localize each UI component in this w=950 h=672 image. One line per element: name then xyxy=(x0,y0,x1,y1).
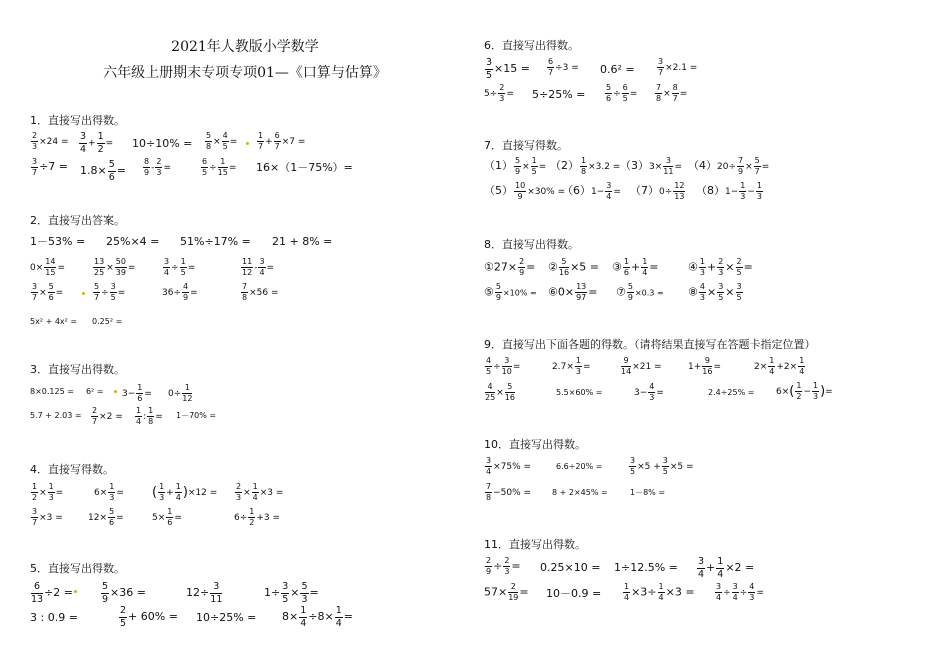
fraction: $\frac{5}{7}$ xyxy=(754,156,760,176)
fraction: $\frac{1}{8}$ xyxy=(581,156,587,176)
title-line-1: 2021年人教版小学数学 xyxy=(171,39,319,55)
title-line-2: 六年级上册期末专项专项01—《口算与估算》 xyxy=(103,65,387,81)
fraction: $\frac{1}{3}$ xyxy=(699,257,705,277)
fraction: $\frac{5}{7}$ xyxy=(94,282,100,302)
fraction: $\frac{3}{5}$ xyxy=(486,57,493,81)
problem: $\frac{9}{14}$ ×21 = xyxy=(621,356,662,376)
problem: $\frac{7}{8}$ ×56 = xyxy=(242,282,279,302)
fraction: $\frac{1}{8}$ xyxy=(148,406,154,426)
problem: $\frac{5}{8}$ × $\frac{4}{5}$ = xyxy=(206,131,238,151)
problem: $\frac{3}{7}$ × $\frac{5}{6}$ = xyxy=(32,282,64,302)
problem: $\frac{3}{4}$ ÷ $\frac{3}{4}$ ÷ $\frac{4}{3}$ = xyxy=(716,582,764,602)
fraction: $\frac{1}{4}$ xyxy=(624,582,630,602)
fraction: $\frac{2}{3}$ xyxy=(504,556,510,576)
fraction: $\frac{1}{2}$ xyxy=(249,507,255,527)
fraction: $\frac{1}{4}$ xyxy=(717,556,724,580)
problem: 10－0.9 = xyxy=(546,587,602,600)
problem: $\frac{11}{12}$ - $\frac{3}{4}$ = xyxy=(242,257,275,277)
fraction: $\frac{4}{3}$ xyxy=(699,282,705,302)
problem: $\frac{3}{5}$ ×5 + $\frac{3}{5}$ ×5 = xyxy=(630,456,694,476)
fraction: $\frac{1}{4}$ xyxy=(335,605,342,629)
fraction: $\frac{13}{25}$ xyxy=(94,257,105,277)
fraction: $\frac{5}{3}$ xyxy=(301,581,308,605)
problem: $\frac{2}{3}$ ×24 = xyxy=(32,131,69,151)
problem: $\frac{3}{4}$ + $\frac{1}{2}$ = xyxy=(80,131,114,155)
section-5-heading: 5．直接写出得数。 xyxy=(30,562,125,575)
problem: 36÷ $\frac{4}{9}$ = xyxy=(162,282,198,302)
problem: 1－53% = xyxy=(30,235,86,248)
problem: （3）3× $\frac{3}{11}$ = xyxy=(620,156,683,176)
problem: 2× $\frac{1}{4}$ +2× $\frac{1}{4}$ xyxy=(754,356,805,376)
fraction: $\frac{4}{5}$ xyxy=(222,131,228,151)
fraction: $\frac{7}{8}$ xyxy=(486,482,492,502)
problem: $\frac{7}{8}$ −50% = xyxy=(486,482,532,502)
fraction: $\frac{1}{4}$ xyxy=(799,356,805,376)
problem: 3− $\frac{4}{3}$ = xyxy=(634,382,664,402)
fraction: $\frac{3}{4}$ xyxy=(732,582,738,602)
problem: 0.6² = xyxy=(600,63,635,76)
fraction: $\frac{6}{13}$ xyxy=(31,581,44,605)
problem: $\frac{6}{7}$ ÷3 = xyxy=(548,57,579,77)
fraction: $\frac{2}{19}$ xyxy=(508,582,519,602)
problem: 6.6÷20% = xyxy=(556,462,603,471)
marker-dot xyxy=(246,142,249,145)
fraction: $\frac{3}{7}$ xyxy=(32,157,38,177)
fraction: $\frac{1}{4}$ xyxy=(642,257,648,277)
fraction: $\frac{3}{4}$ xyxy=(486,456,492,476)
section-11-heading: 11．直接写出得数。 xyxy=(484,538,586,551)
fraction: $\frac{1}{3}$ xyxy=(109,482,115,502)
fraction: $\frac{6}{7}$ xyxy=(548,57,554,77)
problem: ⑧ $\frac{4}{3}$ × $\frac{3}{5}$ × $\frac{3}{5}$ xyxy=(688,282,742,302)
fraction: $\frac{13}{97}$ xyxy=(576,282,587,302)
fraction: $\frac{50}{39}$ xyxy=(115,257,126,277)
problem: 6÷ $\frac{1}{2}$ +3 = xyxy=(234,507,281,527)
fraction: $\frac{6}{7}$ xyxy=(274,131,280,151)
fraction: $\frac{10}{9}$ xyxy=(515,181,526,201)
fraction: $\frac{4}{3}$ xyxy=(749,582,755,602)
fraction: $\frac{4}{9}$ xyxy=(183,282,189,302)
fraction: $\frac{2}{3}$ xyxy=(499,83,505,103)
problem: $\frac{1}{4}$ ×3÷ $\frac{1}{4}$ ×3 = xyxy=(624,582,695,602)
fraction: $\frac{4}{3}$ xyxy=(649,382,655,402)
problem: $\frac{8}{9}$ - $\frac{2}{3}$ = xyxy=(144,157,171,177)
fraction: $\frac{5}{9}$ xyxy=(515,156,521,176)
fraction: $\frac{1}{12}$ xyxy=(182,383,193,403)
fraction: $\frac{1}{3}$ xyxy=(756,181,763,201)
fraction: $\frac{1}{3}$ xyxy=(575,356,581,376)
fraction: $\frac{1}{6}$ xyxy=(623,257,629,277)
problem: （7）0÷ $\frac{12}{13}$ xyxy=(630,181,685,201)
problem: $\frac{2}{5}$ + 60% = xyxy=(120,605,178,629)
fraction: $\frac{2}{3}$ xyxy=(32,131,38,151)
fraction: $\frac{1}{7}$ xyxy=(258,131,264,151)
fraction: $\frac{11}{12}$ xyxy=(242,257,253,277)
section-7-heading: 7．直接写得数。 xyxy=(484,139,568,152)
fraction: $\frac{3}{5}$ xyxy=(630,456,636,476)
fraction: $\frac{3}{7}$ xyxy=(32,507,38,527)
fraction: $\frac{3}{4}$ xyxy=(698,556,705,580)
fraction: $\frac{5}{16}$ xyxy=(504,382,515,402)
fraction: $\frac{2}{3}$ xyxy=(156,157,162,177)
problem: $\frac{1}{7}$ + $\frac{6}{7}$ ×7 = xyxy=(258,131,306,151)
problem: 5.7 + 2.03 = xyxy=(30,411,82,420)
problem: $\frac{3}{5}$ ×15 = xyxy=(486,57,530,81)
fraction: $\frac{5}{9}$ xyxy=(495,282,501,302)
fraction: $\frac{2}{3}$ xyxy=(236,482,242,502)
fraction: $\frac{3}{4}$ xyxy=(164,257,170,277)
fraction: $\frac{3}{5}$ xyxy=(282,581,289,605)
problem: $\frac{2}{3}$ × $\frac{1}{4}$ ×3 = xyxy=(236,482,284,502)
fraction: $\frac{3}{5}$ xyxy=(736,282,742,302)
problem: 57× $\frac{2}{19}$ = xyxy=(484,582,529,602)
fraction: $\frac{3}{5}$ xyxy=(110,282,116,302)
marker-dot xyxy=(114,390,117,393)
fraction: $\frac{6}{5}$ xyxy=(202,157,208,177)
fraction: $\frac{9}{14}$ xyxy=(621,356,632,376)
problem: ③ $\frac{1}{6}$ + $\frac{1}{4}$ = xyxy=(612,257,659,277)
section-10-heading: 10．直接写出得数。 xyxy=(484,438,586,451)
fraction: $\frac{1}{4}$ xyxy=(658,582,664,602)
fraction: $\frac{3}{5}$ xyxy=(718,282,724,302)
problem: $\frac{7}{8}$ × $\frac{8}{7}$ = xyxy=(656,83,688,103)
fraction: $\frac{1}{4}$ xyxy=(175,482,181,502)
fraction: $\frac{6}{5}$ xyxy=(622,83,628,103)
problem: $\frac{13}{25}$ × $\frac{50}{39}$ = xyxy=(94,257,136,277)
fraction: $\frac{5}{16}$ xyxy=(558,257,570,277)
fraction: $\frac{5}{6}$ xyxy=(606,83,612,103)
fraction: $\frac{8}{7}$ xyxy=(672,83,678,103)
fraction: $\frac{5}{6}$ xyxy=(48,282,54,302)
problem: ④ $\frac{1}{3}$ + $\frac{2}{3}$ × $\frac{2}{5}$ = xyxy=(688,257,753,277)
section-4-heading: 4．直接写得数。 xyxy=(30,463,114,476)
problem: 5÷25% = xyxy=(532,88,586,101)
problem: 0× $\frac{14}{15}$ = xyxy=(30,257,66,277)
fraction: $\frac{1}{3}$ xyxy=(159,482,165,502)
problem: $\frac{1}{4}$ : $\frac{1}{8}$ = xyxy=(136,406,163,426)
problem: ⑤ $\frac{5}{9}$ ×10% = xyxy=(484,282,537,302)
problem: $\frac{6}{5}$ ÷ $\frac{1}{15}$ = xyxy=(202,157,237,177)
fraction: $\frac{3}{4}$ xyxy=(80,131,87,155)
problem: 5÷ $\frac{2}{3}$ = xyxy=(484,83,514,103)
problem: 8 + 2×45% = xyxy=(552,488,608,497)
fraction: $\frac{2}{5}$ xyxy=(736,257,742,277)
problem: （2） $\frac{1}{8}$ ×3.2 = xyxy=(550,156,621,176)
problem: $\frac{5}{6}$ ÷ $\frac{6}{5}$ = xyxy=(606,83,638,103)
fraction: $\frac{1}{6}$ xyxy=(137,383,143,403)
problem: $\frac{3}{7}$ ×3 = xyxy=(32,507,63,527)
fraction: $\frac{5}{6}$ xyxy=(109,507,115,527)
fraction: $\frac{1}{4}$ xyxy=(252,482,258,502)
fraction: $\frac{1}{15}$ xyxy=(217,157,228,177)
problem: 1+ $\frac{9}{16}$ = xyxy=(688,356,722,376)
fraction: $\frac{1}{4}$ xyxy=(136,406,142,426)
problem: 1÷12.5% = xyxy=(614,561,678,574)
fraction: $\frac{2}{5}$ xyxy=(120,605,127,629)
problem: 1.8× $\frac{5}{6}$ = xyxy=(80,159,126,183)
problem: $\frac{6}{13}$ ÷2 = xyxy=(31,581,74,605)
problem: 10÷25% = xyxy=(196,611,257,624)
fraction: $\frac{7}{8}$ xyxy=(242,282,248,302)
fraction: $\frac{3}{10}$ xyxy=(501,356,512,376)
section-9-heading: 9．直接写出下面各题的得数。（请将结果直接写在答题卡指定位置） xyxy=(484,338,816,351)
problem: 51%÷17% = xyxy=(180,235,251,248)
fraction: $\frac{5}{8}$ xyxy=(206,131,212,151)
fraction: $\frac{7}{8}$ xyxy=(656,83,662,103)
problem: 2.4÷25% = xyxy=(708,388,755,397)
problem: 12× $\frac{5}{6}$ = xyxy=(88,507,124,527)
fraction: $\frac{1}{4}$ xyxy=(300,605,307,629)
section-2-heading: 2．直接写出答案。 xyxy=(30,214,125,227)
problem: （5） $\frac{10}{9}$ ×30% = xyxy=(484,181,566,201)
fraction: $\frac{3}{11}$ xyxy=(210,581,223,605)
problem: 1－8% = xyxy=(630,488,666,497)
section-1-heading: 1．直接写出得数。 xyxy=(30,114,125,127)
fraction: $\frac{1}{4}$ xyxy=(769,356,775,376)
fraction: $\frac{1}{3}$ xyxy=(813,381,819,401)
problem: $\frac{3}{7}$ ×2.1 = xyxy=(658,57,698,77)
problem: 0.25×10 = xyxy=(540,561,601,574)
problem: （8）1− $\frac{1}{3}$ − $\frac{1}{3}$ xyxy=(696,181,763,201)
fraction: $\frac{4}{25}$ xyxy=(485,382,496,402)
fraction: $\frac{14}{15}$ xyxy=(45,257,56,277)
fraction: $\frac{2}{3}$ xyxy=(718,257,724,277)
problem: 3 : 0.9 = xyxy=(30,611,78,624)
fraction: $\frac{3}{4}$ xyxy=(259,257,265,277)
problem: （4）20÷ $\frac{7}{9}$ × $\frac{5}{7}$ = xyxy=(688,156,770,176)
problem: 16×（1－75%）= xyxy=(256,161,353,174)
problem: 6² = xyxy=(86,387,104,396)
problem: 1－70% = xyxy=(176,411,217,420)
fraction: $\frac{1}{2}$ xyxy=(796,381,802,401)
problem: （6）1− $\frac{3}{4}$ = xyxy=(562,181,621,201)
problem: 3− $\frac{1}{6}$ = xyxy=(122,383,152,403)
problem: 6× $\frac{1}{3}$ = xyxy=(94,482,124,502)
fraction: $\frac{3}{7}$ xyxy=(658,57,664,77)
problem: $\frac{1}{2}$ × $\frac{1}{3}$ = xyxy=(32,482,64,502)
section-3-heading: 3．直接写出得数。 xyxy=(30,363,125,376)
problem: 2.7× $\frac{1}{3}$ = xyxy=(552,356,591,376)
fraction: $\frac{5}{9}$ xyxy=(627,282,633,302)
problem: ( $\frac{1}{3}$ + $\frac{1}{4}$ )×12 = xyxy=(152,482,218,502)
fraction: $\frac{3}{4}$ xyxy=(716,582,722,602)
problem: 12÷ $\frac{3}{11}$ xyxy=(186,581,223,605)
problem: 25%×4 = xyxy=(106,235,160,248)
fraction: $\frac{1}{2}$ xyxy=(97,131,104,155)
fraction: $\frac{12}{13}$ xyxy=(674,181,685,201)
section-6-heading: 6．直接写出得数。 xyxy=(484,39,579,52)
problem: ⑥0× $\frac{13}{97}$ = xyxy=(548,282,598,302)
marker-dot xyxy=(82,292,85,295)
problem: $\frac{3}{7}$ ÷7 = xyxy=(32,157,69,177)
problem: 0.25² = xyxy=(92,317,123,326)
problem: 5.5×60% = xyxy=(556,388,603,397)
fraction: $\frac{7}{9}$ xyxy=(738,156,744,176)
fraction: $\frac{8}{9}$ xyxy=(144,157,150,177)
problem: 6×( $\frac{1}{2}$ − $\frac{1}{3}$ )= xyxy=(776,381,833,401)
problem: $\frac{2}{7}$ ×2 = xyxy=(92,406,123,426)
fraction: $\frac{3}{5}$ xyxy=(662,456,668,476)
problem: ⑦ $\frac{5}{9}$ ×0.3 = xyxy=(616,282,664,302)
fraction: $\frac{1}{6}$ xyxy=(167,507,173,527)
problem: 5× $\frac{1}{6}$ = xyxy=(152,507,182,527)
fraction: $\frac{5}{9}$ xyxy=(102,581,109,605)
problem: $\frac{3}{4}$ ×75% = xyxy=(486,456,532,476)
fraction: $\frac{2}{9}$ xyxy=(519,257,525,277)
problem: 0÷ $\frac{1}{12}$ xyxy=(168,383,193,403)
fraction: $\frac{4}{5}$ xyxy=(486,356,492,376)
problem: 21 + 8% = xyxy=(272,235,333,248)
fraction: $\frac{5}{6}$ xyxy=(108,159,115,183)
marker-dot xyxy=(74,590,77,593)
problem: 8× $\frac{1}{4}$ ÷8× $\frac{1}{4}$ = xyxy=(282,605,353,629)
problem: $\frac{3}{4}$ + $\frac{1}{4}$ ×2 = xyxy=(698,556,755,580)
problem: 10÷10% = xyxy=(132,137,193,150)
problem: ①27× $\frac{2}{9}$ = xyxy=(484,257,536,277)
fraction: $\frac{2}{9}$ xyxy=(486,556,492,576)
problem: $\frac{4}{5}$ ÷ $\frac{3}{10}$ = xyxy=(486,356,521,376)
fraction: $\frac{3}{11}$ xyxy=(663,156,674,176)
fraction: $\frac{1}{2}$ xyxy=(32,482,38,502)
fraction: $\frac{1}{5}$ xyxy=(180,257,186,277)
problem: $\frac{5}{9}$ ×36 = xyxy=(102,581,146,605)
fraction: $\frac{9}{16}$ xyxy=(702,356,713,376)
problem: （1） $\frac{5}{9}$ × $\frac{1}{5}$ = xyxy=(484,156,547,176)
problem: 8×0.125 = xyxy=(30,387,74,396)
fraction: $\frac{2}{7}$ xyxy=(92,406,98,426)
section-8-heading: 8．直接写出得数。 xyxy=(484,238,579,251)
fraction: $\frac{1}{5}$ xyxy=(531,156,537,176)
problem: $\frac{4}{25}$ × $\frac{5}{16}$ xyxy=(485,382,515,402)
fraction: $\frac{3}{4}$ xyxy=(606,181,612,201)
problem: 5x² + 4x² = xyxy=(30,317,78,326)
problem: $\frac{5}{7}$ ÷ $\frac{3}{5}$ = xyxy=(94,282,126,302)
problem: 1÷ $\frac{3}{5}$ × $\frac{5}{3}$ = xyxy=(264,581,319,605)
fraction: $\frac{1}{3}$ xyxy=(48,482,54,502)
problem: ② $\frac{5}{16}$ ×5 = xyxy=(548,257,599,277)
problem: $\frac{3}{4}$ ÷ $\frac{1}{5}$ = xyxy=(164,257,196,277)
problem: $\frac{2}{9}$ ÷ $\frac{2}{3}$ = xyxy=(486,556,521,576)
fraction: $\frac{3}{7}$ xyxy=(32,282,38,302)
fraction: $\frac{1}{3}$ xyxy=(740,181,746,201)
